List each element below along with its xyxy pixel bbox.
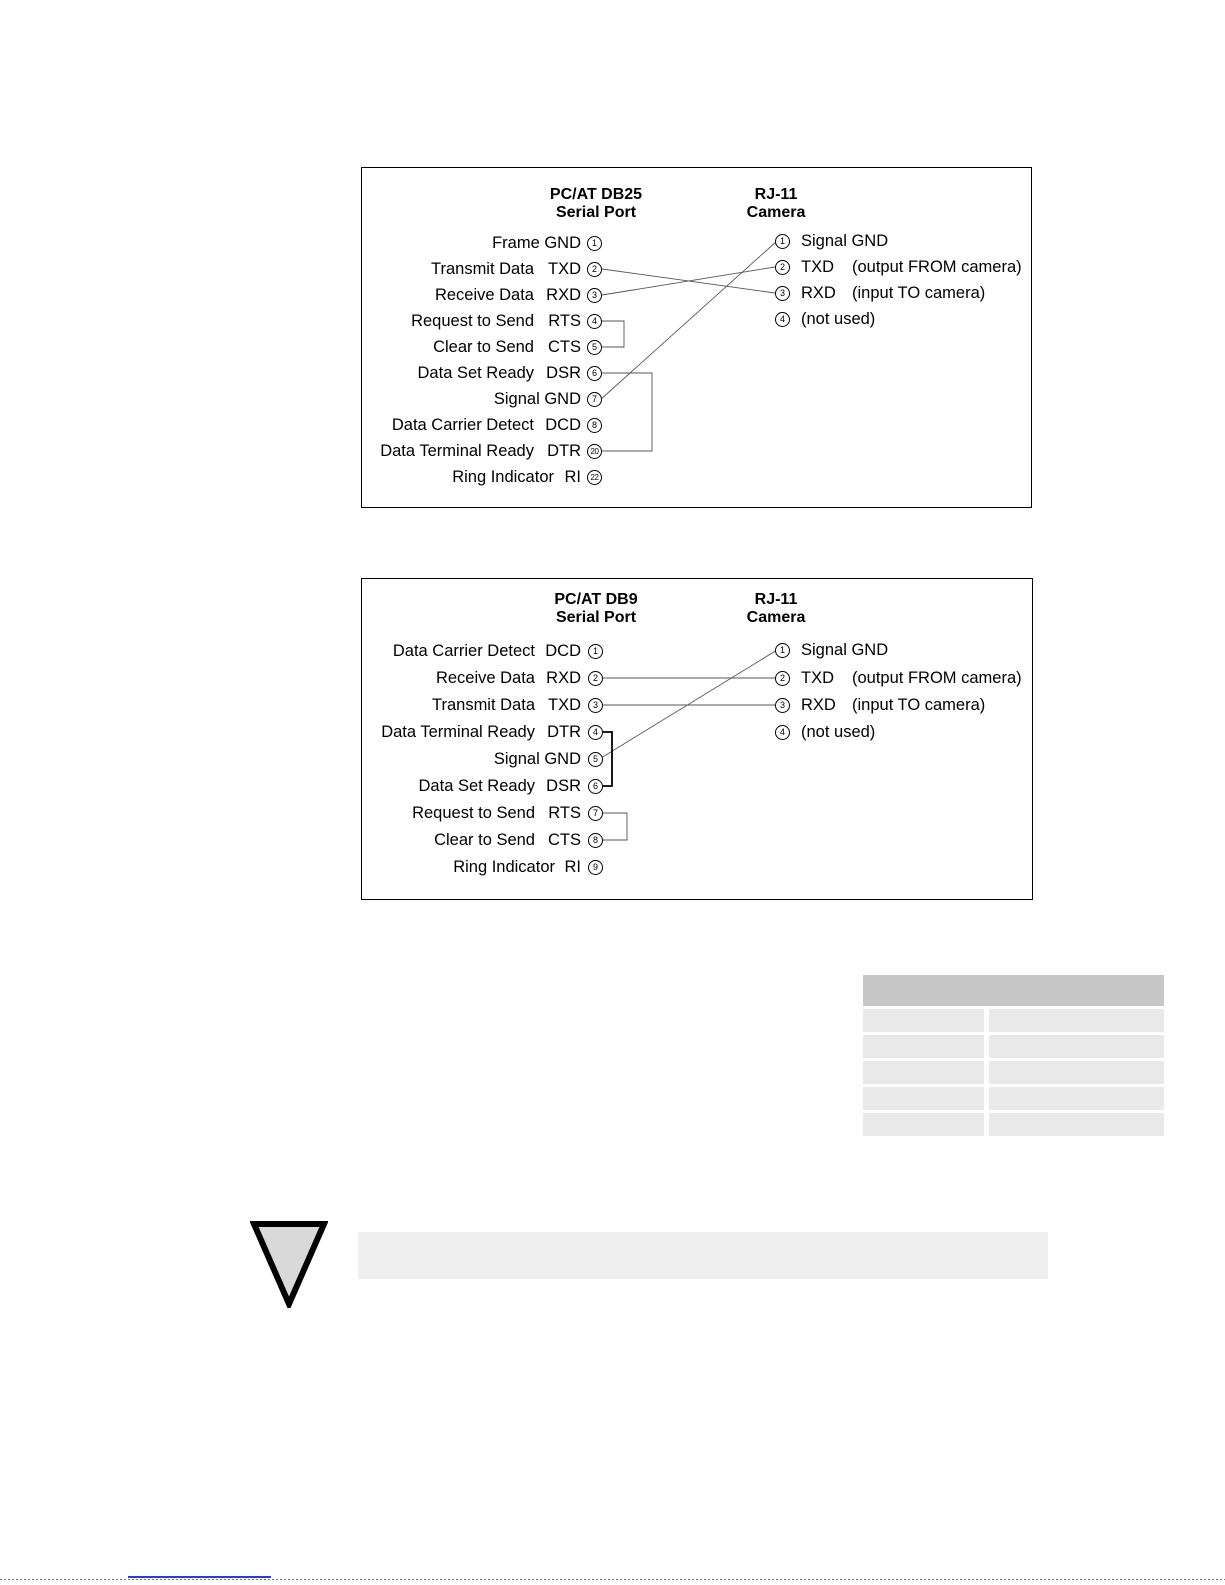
loop-dsr-dtr [602,373,652,451]
db25-pc-label: Ring Indicator [452,468,554,486]
db25-pin-circle: 1 [587,236,602,251]
table-row [863,1113,1164,1136]
db25-pc-signal: CTS [548,338,581,356]
db9-pin-circle: 2 [588,671,603,686]
db25-pin-circle: 3 [587,288,602,303]
db25-pc-label: Clear to Send [433,338,534,356]
loop-rts-cts [602,321,624,347]
db9-pc-signal: CTS [548,831,581,849]
db9-camera-pin-circle: 4 [775,725,790,740]
wire-gnd-to-camera-gnd [600,241,777,400]
table-row [863,1035,1164,1058]
db25-pin-circle: 4 [587,314,602,329]
db25-pc-label: Data Set Ready [417,364,534,382]
db9-pin-circle: 4 [588,725,603,740]
db25-pc-signal: RI [564,468,581,486]
db25-left-header-line2: Serial Port [555,204,637,221]
db25-wiring-diagram [361,167,1032,508]
db9-pc-signal: TXD [548,696,581,714]
db25-pin-circle: 7 [587,392,602,407]
db25-pin-circle: 6 [587,366,602,381]
db9-pc-label: Clear to Send [434,831,535,849]
table-cell [989,1113,1164,1136]
db25-pc-label: Signal GND [493,390,581,408]
note-bar [358,1232,1048,1279]
db9-pin-circle: 5 [588,752,603,767]
db25-pin-circle: 22 [587,470,602,485]
table-cell [863,1061,984,1084]
db9-camera-pin-circle: 2 [775,671,790,686]
db25-pc-label: Frame GND [492,234,581,252]
db9-wiring-diagram [361,578,1033,900]
db9-pin-circle: 1 [588,644,603,659]
db25-camera-label: (not used) [801,310,876,328]
db25-camera-note: (output FROM camera) [852,258,1022,276]
db25-camera-label: Signal GND [801,232,889,250]
db9-pc-label: Data Set Ready [418,777,535,795]
db25-pin-circle: 8 [587,418,602,433]
table-cell [863,1009,984,1032]
table-cell [863,1087,984,1110]
db9-pc-label: Data Carrier Detect [392,642,535,660]
db25-pc-label: Data Terminal Ready [380,442,534,460]
db9-pc-label: Request to Send [412,804,535,822]
table-cell [989,1061,1164,1084]
loop-dtr-dsr [603,732,612,786]
db25-pc-label: Receive Data [434,286,534,304]
table-cell [989,1087,1164,1110]
db9-camera-label: Signal GND [801,641,889,659]
db9-camera-label: RXD [801,696,836,714]
table-cell [989,1035,1164,1058]
table-cell [989,1009,1164,1032]
db9-camera-note: (output FROM camera) [852,669,1022,687]
db25-pc-label: Transmit Data [431,260,534,278]
db9-camera-label: (not used) [801,723,876,741]
db25-camera-pin-circle: 4 [775,312,790,327]
footer-rule [0,1579,1225,1580]
db25-camera-note: (input TO camera) [852,284,986,302]
table-cell [863,1035,984,1058]
table-header [863,975,1164,1006]
db9-pin-circle: 7 [588,806,603,821]
db9-left-header-line2: Serial Port [555,609,637,626]
db25-camera-pin-circle: 1 [775,234,790,249]
table-row [863,1087,1164,1110]
db9-pin-circle: 6 [588,779,603,794]
wire-rxd-to-camera-txd [602,267,775,295]
db25-camera-label: TXD [801,258,834,276]
db25-pc-signal: DCD [545,416,581,434]
db25-pc-label: Request to Send [411,312,534,330]
db9-left-header-line1: PC/AT DB9 [554,591,638,608]
db9-pc-label: Ring Indicator [453,858,555,876]
db9-pin-circle: 3 [588,698,603,713]
db9-pc-label: Receive Data [435,669,535,687]
db25-pc-label: Data Carrier Detect [391,416,534,434]
footer-link-underline [128,1576,271,1578]
db25-pin-circle: 5 [587,340,602,355]
wire-gnd-to-camera-gnd [601,650,777,758]
db9-camera-label: TXD [801,669,834,687]
db25-camera-pin-circle: 3 [775,286,790,301]
db25-right-header-line2: Camera [746,204,806,221]
db9-pc-signal: DCD [545,642,581,660]
db9-pin-circle: 8 [588,833,603,848]
db9-pin-circle: 9 [588,860,603,875]
db25-right-header-line1: RJ-11 [754,186,798,203]
db9-camera-pin-circle: 3 [775,698,790,713]
db9-camera-note: (input TO camera) [852,696,986,714]
table-row [863,1009,1164,1032]
db9-pc-label: Signal GND [493,750,581,768]
db25-pc-signal: DSR [546,364,581,382]
db25-pin-circle: 20 [587,444,602,459]
db9-pc-signal: DTR [547,723,581,741]
db9-right-header-line2: Camera [746,609,806,626]
db9-pc-signal: DSR [546,777,581,795]
db25-pc-signal: TXD [548,260,581,278]
db25-pc-signal: RXD [546,286,581,304]
db9-pc-signal: RXD [546,669,581,687]
db25-pin-circle: 2 [587,262,602,277]
db25-pc-signal: RTS [548,312,581,330]
db25-camera-label: RXD [801,284,836,302]
db25-camera-pin-circle: 2 [775,260,790,275]
shaded-table [863,975,1164,1136]
db9-pc-label: Data Terminal Ready [381,723,535,741]
table-cell [863,1113,984,1136]
db25-pc-signal: DTR [547,442,581,460]
db25-left-header-line1: PC/AT DB25 [549,186,643,203]
db9-pc-signal: RI [564,858,581,876]
table-row [863,1061,1164,1084]
db9-pc-signal: RTS [548,804,581,822]
db9-right-header-line1: RJ-11 [754,591,798,608]
db9-camera-pin-circle: 1 [775,643,790,658]
caution-triangle-icon [250,1220,328,1308]
db9-pc-label: Transmit Data [432,696,535,714]
loop-rts-cts [603,813,627,840]
